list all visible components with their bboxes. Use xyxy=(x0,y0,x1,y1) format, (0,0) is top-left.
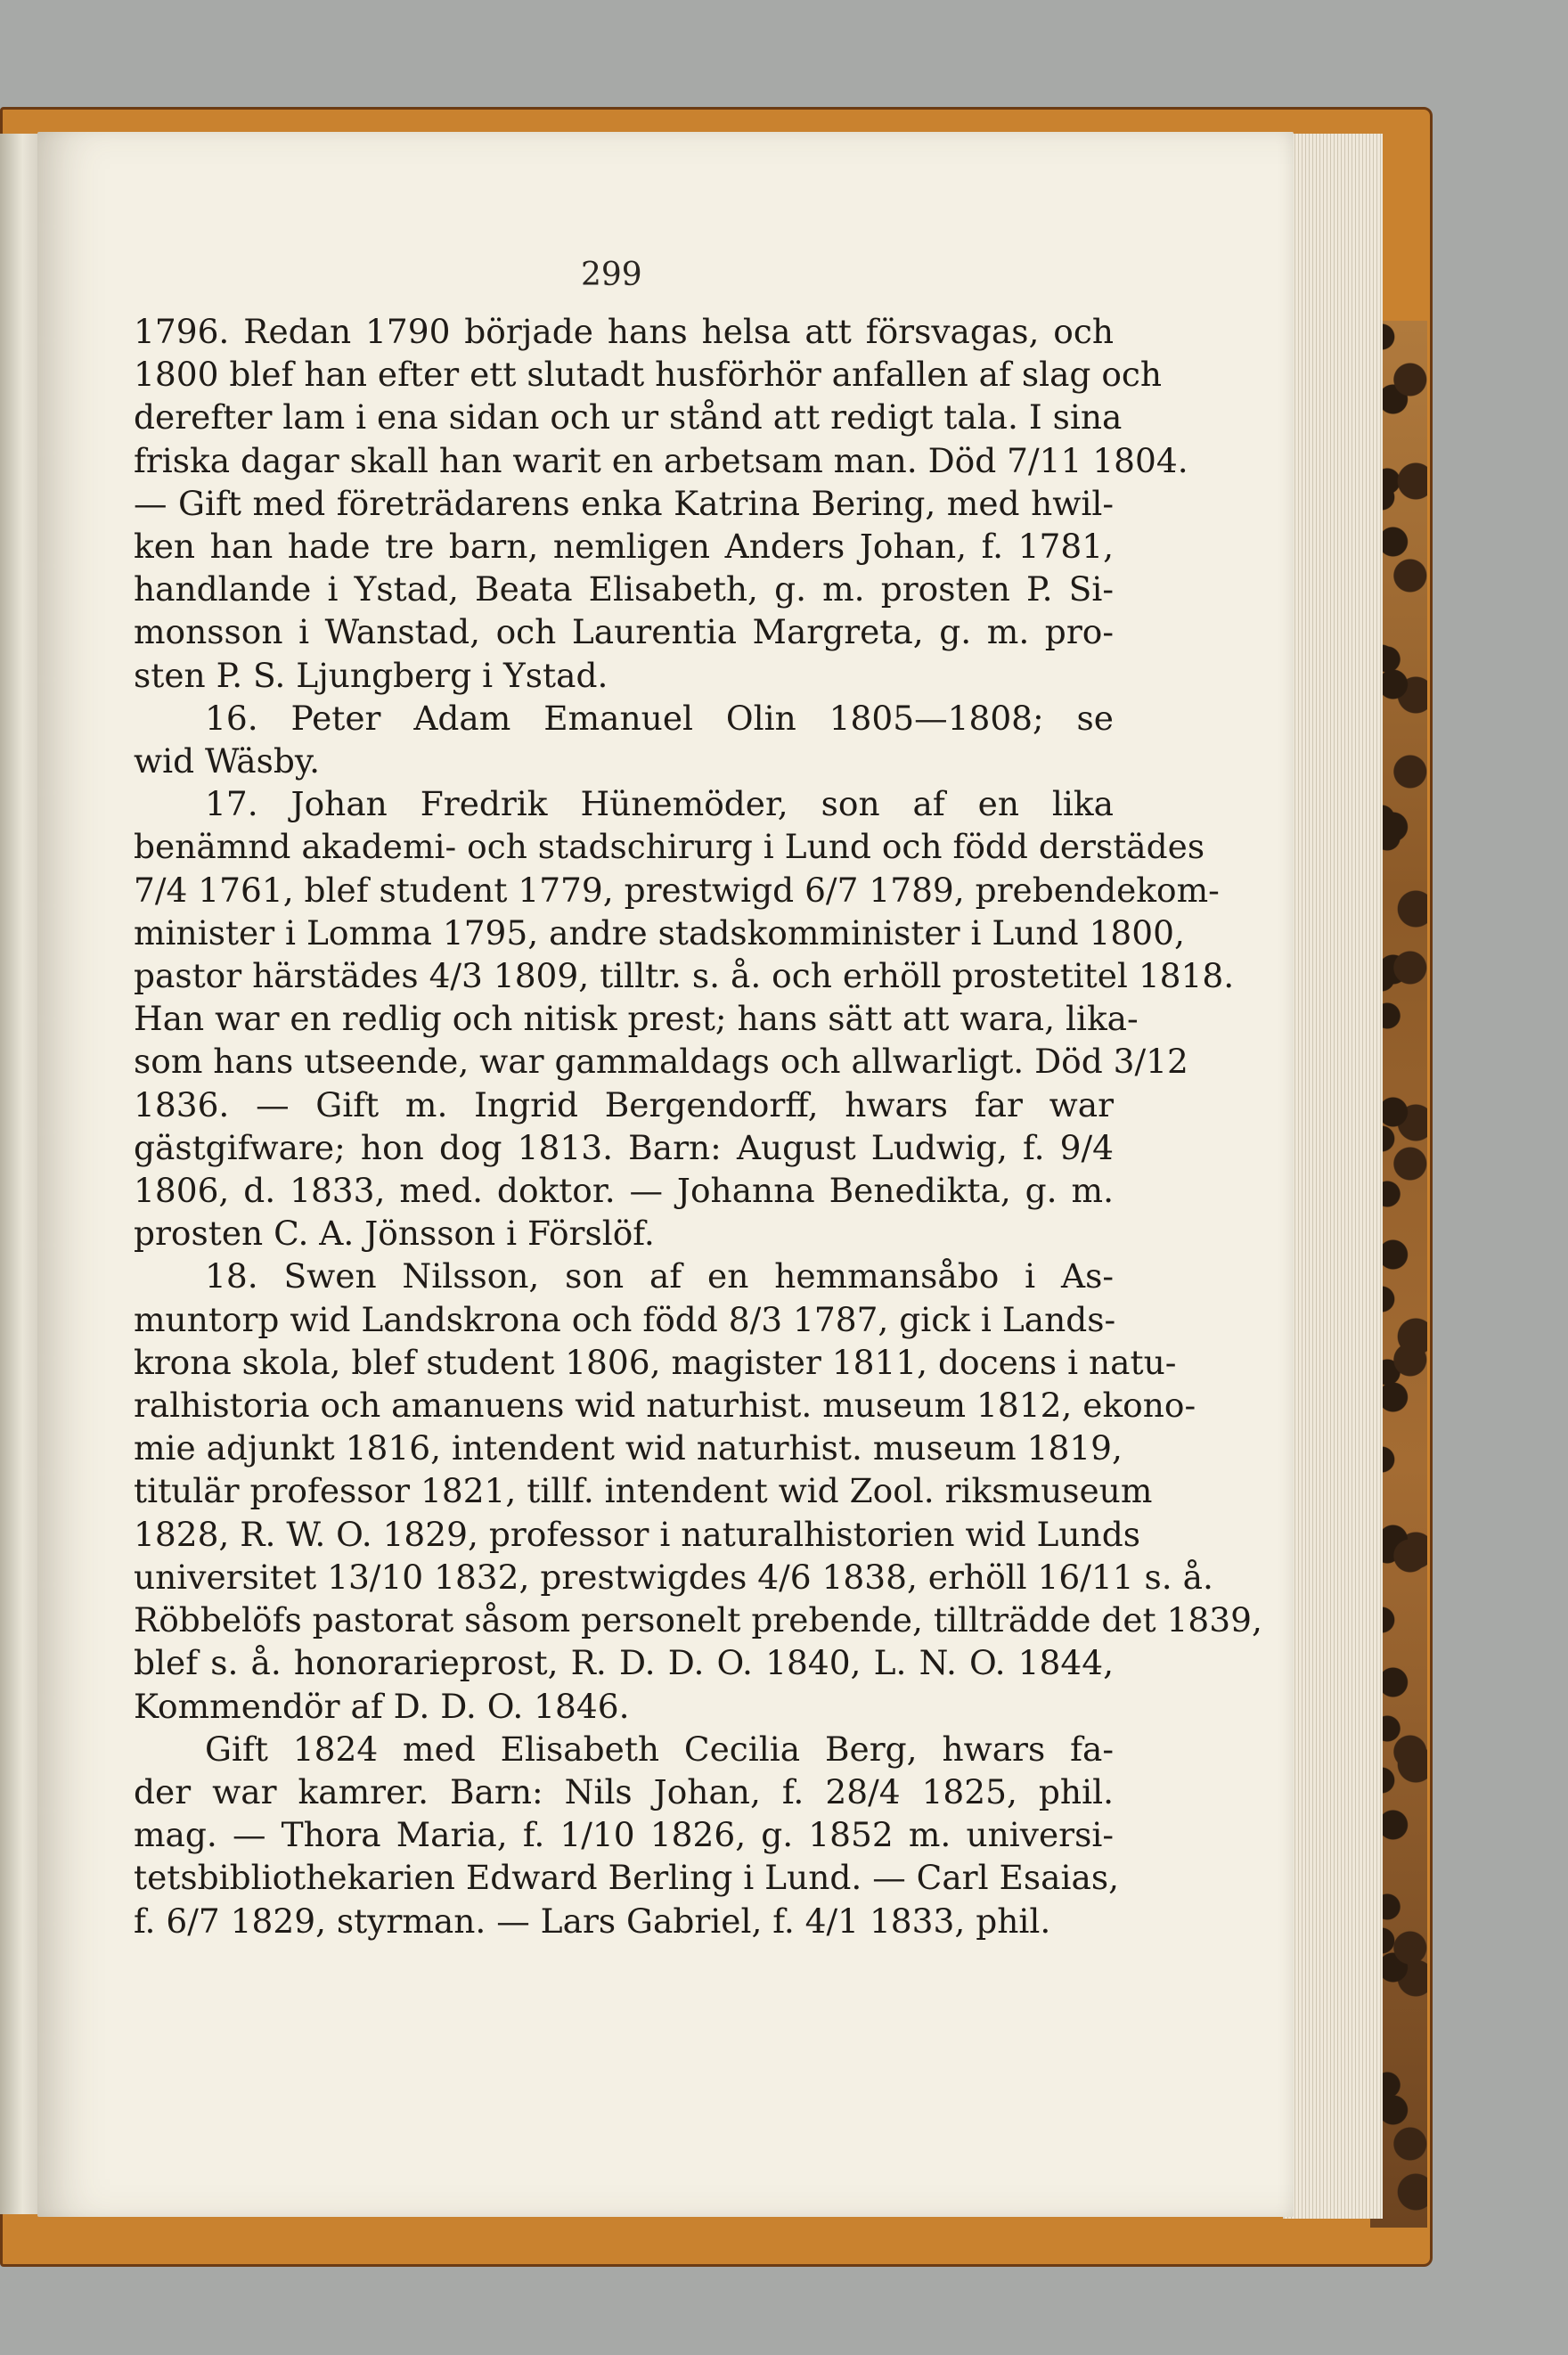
book-page xyxy=(37,132,1294,2217)
text-line: 16. Peter Adam Emanuel Olin 1805—1808; se xyxy=(205,698,1114,738)
page-edges xyxy=(1283,134,1383,2219)
text-line: titulär professor 1821, tillf. intendent wid Zool. riksmuseum xyxy=(134,1471,1153,1511)
text-line: — Gift med företrädarens enka Katrina Bering, med hwil- xyxy=(134,483,1114,523)
text-line: der war kamrer. Barn: Nils Johan, f. 28/4 1825, phil. xyxy=(134,1771,1114,1811)
text-line: friska dagar skall han warit en arbetsam man. Död 7/11 1804. xyxy=(134,440,1188,480)
text-line: 18. Swen Nilsson, son af en hemmansåbo i As- xyxy=(205,1256,1114,1296)
text-line: minister i Lomma 1795, andre stadskomminister i Lund 1800, xyxy=(134,912,1185,953)
text-line: ken han hade tre barn, nemligen Anders Johan, f. 1781, xyxy=(134,527,1114,567)
text-line: derefter lam i ena sidan och ur stånd att redigt tala. I sina xyxy=(134,397,1123,437)
text-line: tetsbibliothekarien Edward Berling i Lund. — Carl Esaias, xyxy=(134,1858,1120,1898)
text-line: Gift 1824 med Elisabeth Cecilia Berg, hwars fa- xyxy=(205,1729,1114,1769)
text-line: 1836. — Gift m. Ingrid Bergendorff, hwars far war xyxy=(134,1084,1114,1124)
text-line: pastor härstädes 4/3 1809, tilltr. s. å. och erhöll prostetitel 1818. xyxy=(134,956,1235,996)
text-line: wid Wäsby. xyxy=(134,741,321,781)
text-line: muntorp wid Landskrona och född 8/3 1787, gick i Lands- xyxy=(134,1299,1116,1339)
text-line: 1828, R. W. O. 1829, professor i naturalhistorien wid Lunds xyxy=(134,1514,1140,1554)
text-line: prosten C. A. Jönsson i Förslöf. xyxy=(134,1214,655,1254)
text-line: 1800 blef han efter ett slutadt husförhör anfallen af slag och xyxy=(134,355,1163,395)
text-line: 1806, d. 1833, med. doktor. — Johanna Benedikta, g. m. xyxy=(134,1171,1114,1211)
text-line: 17. Johan Fredrik Hünemöder, son af en lika xyxy=(205,784,1114,824)
page-number: 299 xyxy=(581,257,642,293)
text-line: blef s. å. honorarieprost, R. D. D. O. 1840, L. N. O. 1844, xyxy=(134,1643,1114,1683)
text-line: universitet 13/10 1832, prestwigdes 4/6 1838, erhöll 16/11 s. å. xyxy=(134,1557,1213,1597)
text-line: benämnd akademi- och stadschirurg i Lund och född derstädes xyxy=(134,827,1205,867)
text-line: som hans utseende, war gammaldags och allwarligt. Död 3/12 xyxy=(134,1042,1188,1082)
text-line: 7/4 1761, blef student 1779, prestwigd 6/7 1789, prebendekom- xyxy=(134,870,1220,910)
text-line: mie adjunkt 1816, intendent wid naturhist. museum 1819, xyxy=(134,1428,1123,1468)
text-line: Röbbelöfs pastorat såsom personelt prebende, tillträdde det 1839, xyxy=(134,1600,1262,1640)
text-line: Han war en redlig och nitisk prest; hans sätt att wara, lika- xyxy=(134,999,1139,1039)
text-line: ralhistoria och amanuens wid naturhist. museum 1812, ekono- xyxy=(134,1386,1196,1426)
text-line: sten P. S. Ljungberg i Ystad. xyxy=(134,655,608,695)
text-line: krona skola, blef student 1806, magister 1811, docens i natu- xyxy=(134,1342,1177,1382)
page-text xyxy=(134,310,1262,1942)
text-line: f. 6/7 1829, styrman. — Lars Gabriel, f. 4/1 1833, phil. xyxy=(134,1901,1051,1941)
text-line: Kommendör af D. D. O. 1846. xyxy=(134,1686,630,1726)
text-line: 1796. Redan 1790 började hans helsa att försvagas, och xyxy=(134,312,1114,351)
text-line: handlande i Ystad, Beata Elisabeth, g. m. prosten P. Si- xyxy=(134,569,1114,609)
text-line: monsson i Wanstad, och Laurentia Margreta, g. m. pro- xyxy=(134,612,1114,652)
text-line: mag. — Thora Maria, f. 1/10 1826, g. 1852 m. universi- xyxy=(134,1815,1114,1855)
left-page-edge xyxy=(0,134,39,2214)
text-line: gästgifware; hon dog 1813. Barn: August Ludwig, f. 9/4 xyxy=(134,1127,1114,1167)
